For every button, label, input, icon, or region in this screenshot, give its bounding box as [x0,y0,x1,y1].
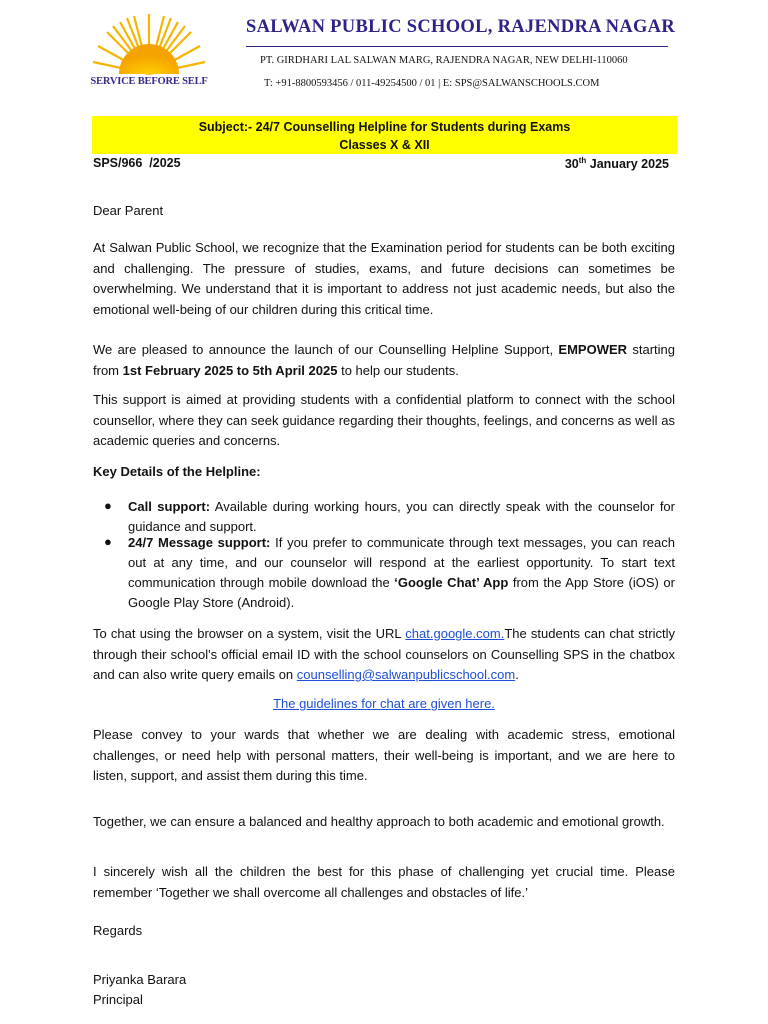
google-chat-app: ‘Google Chat’ App [394,575,509,590]
bullet-title: Call support: [128,499,211,514]
closing: Regards [93,923,143,938]
chat-google-link[interactable]: chat.google.com. [405,626,505,641]
date-suffix: th [578,156,587,165]
sun-icon [90,10,208,78]
guidelines-link[interactable]: The guidelines for chat are given here. [273,696,495,711]
paragraph-wishes: I sincerely wish all the children the best for this phase of challenging yet crucial time. Please remember ‘Together we shall overcome all challenges and obstacles of life.’ [93,864,675,900]
letter-date [565,156,669,171]
subject-classes: Classes X & XII [339,138,430,152]
signatory-name: Priyanka Barara [93,972,187,987]
bullet-title: 24/7 Message support: [128,535,271,550]
paragraph-together: Together, we can ensure a balanced and healthy approach to both academic and emotional growth. [93,814,665,829]
browser-text: . [515,667,519,682]
subject-band [92,116,677,154]
header-divider [246,46,668,47]
paragraph-intro: At Salwan Public School, we recognize that the Examination period for students can be both exciting and challenging. The pressure of studies, exams, and future decisions can sometimes be overwhelming. We understand that it is important to address not just academic needs, but also the emotional well-being of our children during this critical time. [93,240,675,317]
program-name: EMPOWER [558,342,628,357]
bullet-body: If you prefer to communicate through text messages, you can reach out at any time, and our counselor will respond at the earliest opportunity. To start text communication through mobile download the [128,535,676,590]
program-dates: 1st February 2025 to 5th April 2025 [122,362,338,378]
browser-text: To chat using the browser on a system, visit the URL [93,626,406,641]
paragraph-wards: Please convey to your wards that whether we are dealing with academic stress, emotional challenges, or need help with personal matters, their well-being is important, and we are here to listen, support, and assist them during this time. [93,727,675,783]
bullet-icon: ● [104,498,112,513]
guidelines-link-row [0,696,768,711]
subject-line: Subject:- 24/7 Counselling Helpline for Students during Exams [198,120,571,134]
bullet-call-support [128,497,675,537]
bullet-icon: ● [104,534,112,549]
bullet-message-support [128,533,675,613]
salutation: Dear Parent [93,203,164,218]
browser-text: The students can chat strictly through their school's official email ID with the school counselors on Counselling SPS in the chatbox and can also write query emails on [93,626,675,682]
paragraph-support: This support is aimed at providing students with a confidential platform to connect with the school counsellor, where they can seek guidance regarding their thoughts, feelings, and concerns as well as academic queries and concerns. [93,392,675,448]
announcement-text: to help our students. [337,362,459,378]
signatory-title: Principal [93,992,143,1007]
bullet-body: Available during working hours, you can directly speak with the counselor for guidance and support. [128,499,675,534]
school-contact: T: +91-8800593456 / 011-49254500 / 01 | E: SPS@SALWANSCHOOLS.COM [264,78,600,89]
school-motto: SERVICE BEFORE SELF [90,76,208,87]
date-day: 30 [564,157,579,172]
paragraph-browser-chat [93,624,675,686]
school-address: PT. GIRDHARI LAL SALWAN MARG, RAJENDRA NAGAR, NEW DELHI-110060 [260,55,628,66]
announcement-text: We are pleased to announce the launch of our Counselling Helpline Support, [93,342,559,357]
paragraph-announcement [93,340,675,381]
school-name: SALWAN PUBLIC SCHOOL, RAJENDRA NAGAR [246,17,676,37]
counselling-email-link[interactable]: counselling@salwanpublicschool.com [296,667,516,682]
reference-number: SPS/966 /2025 [93,156,181,170]
school-logo [90,10,208,92]
key-details-heading: Key Details of the Helpline: [93,464,261,479]
announcement-text: starting from [93,342,675,378]
bullet-body: from the App Store (iOS) or Google Play Store (Android). [128,575,675,610]
date-rest: January 2025 [586,157,669,172]
